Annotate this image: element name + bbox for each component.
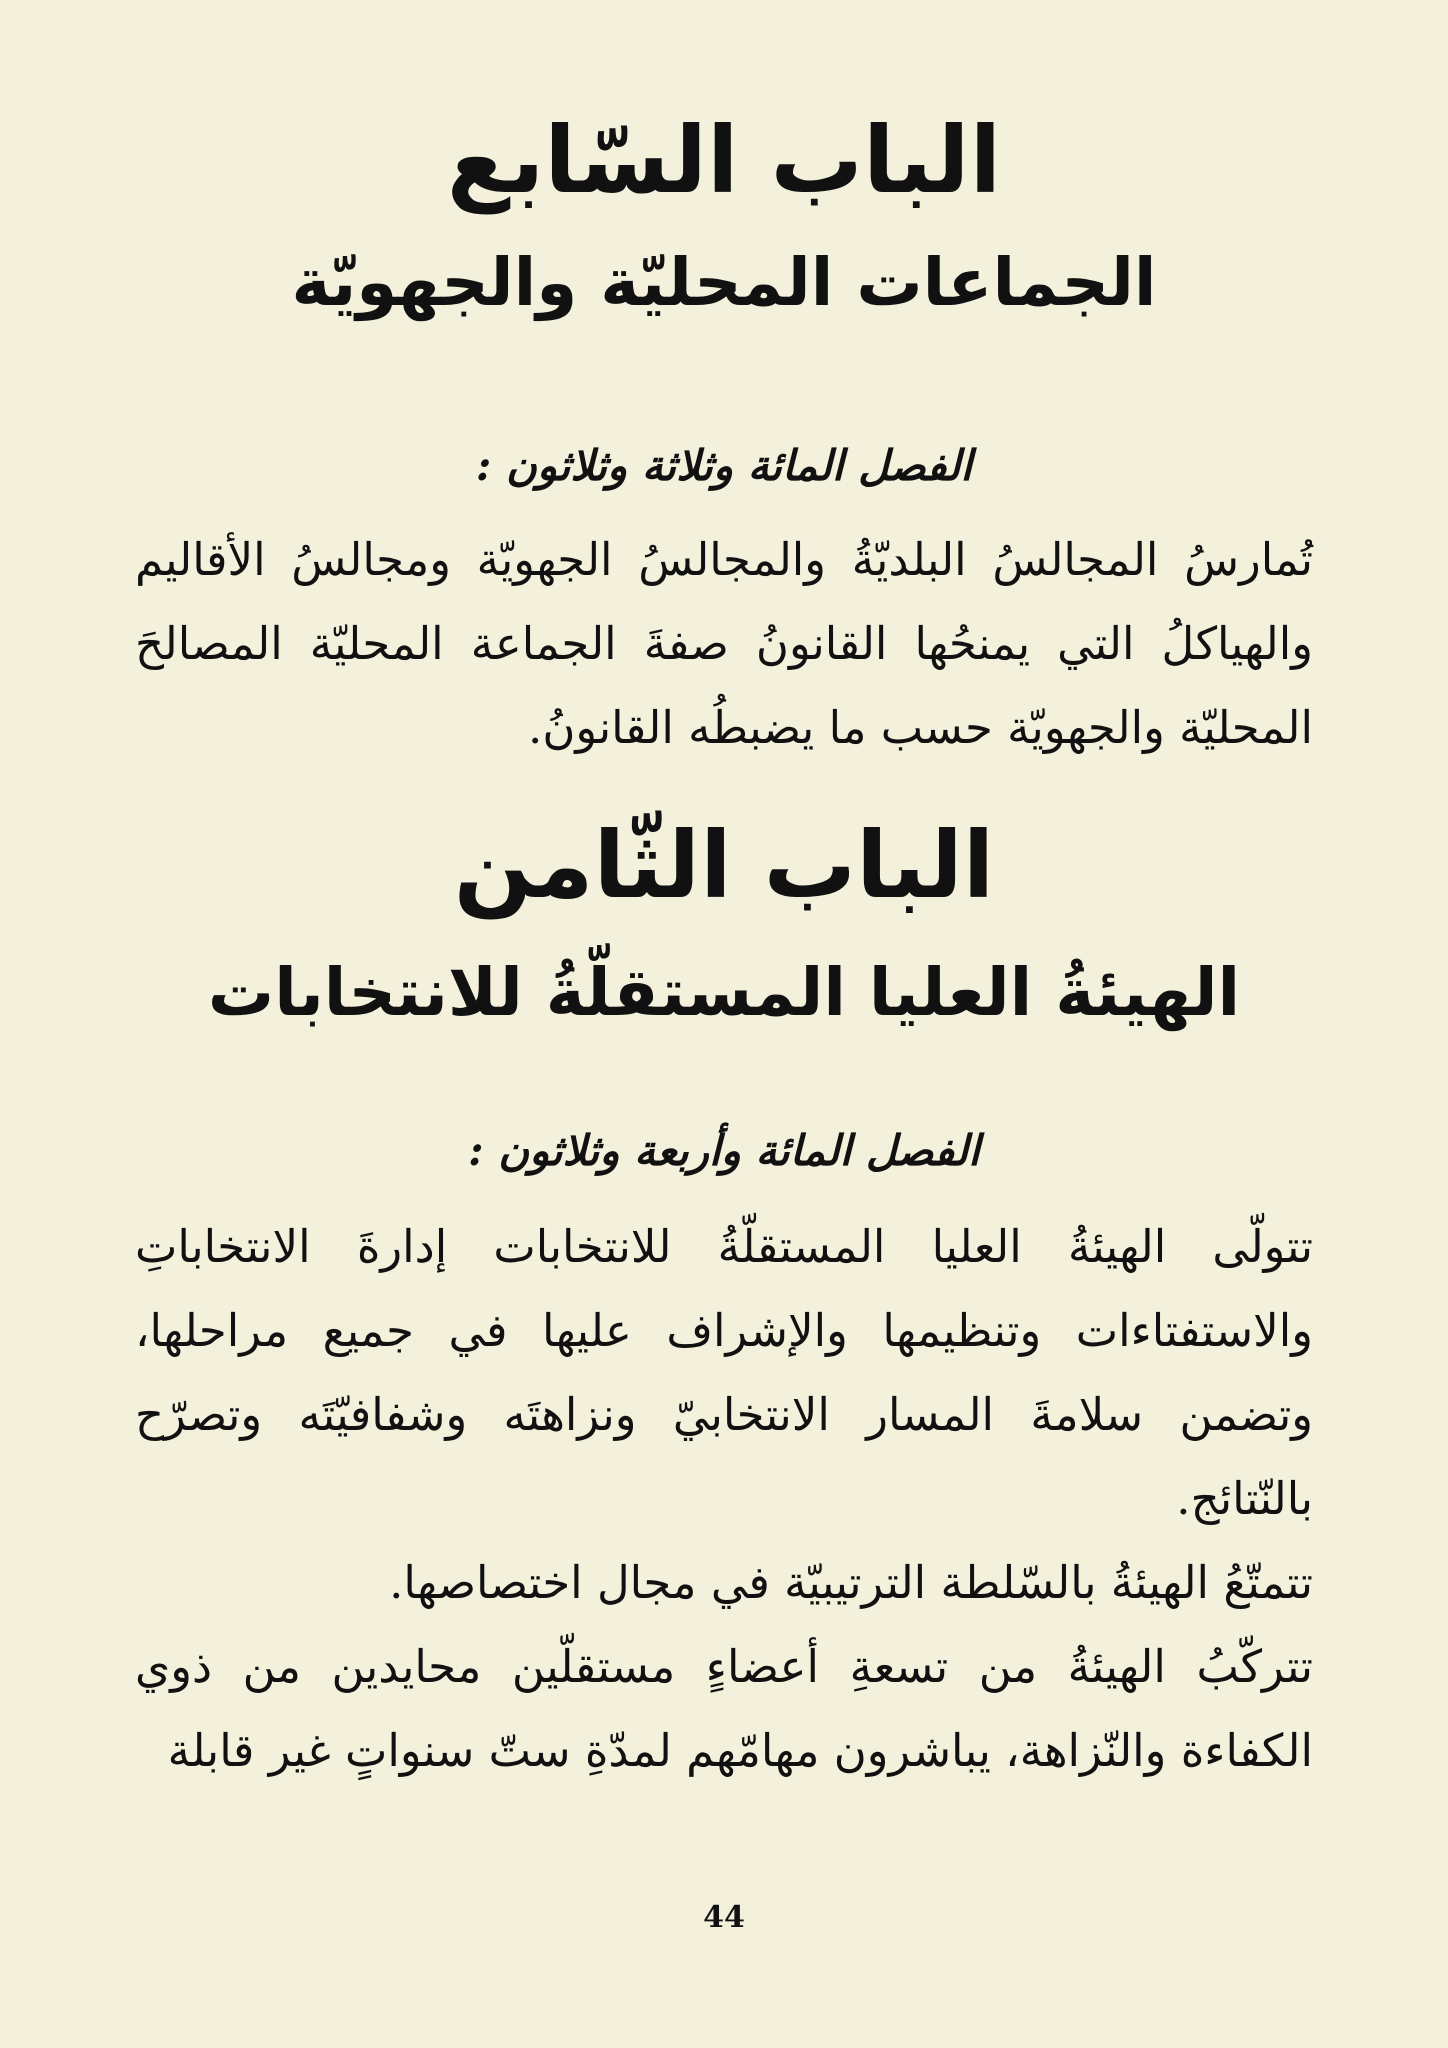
chapter-7-title: الباب السّابع: [446, 107, 1002, 214]
article-134-paragraph-1: تتولّى الهيئةُ العليا المستقلّةُ للانتخابات إدارةَ الانتخاباتِ والاستفتاءات وتنظيمها والإشراف عليها في جميع مراحلها، وتضمن سلامةَ المسار الانتخابيّ ونزاهتَه وشفافيّتَه وتصرّح بالنّتائج.: [135, 1220, 1313, 1525]
chapter-7-subtitle: الجماعات المحليّة والجهويّة: [291, 244, 1157, 321]
chapter-8-title: الباب الثّامن: [453, 812, 995, 919]
article-133-body: [135, 518, 1313, 770]
page-number: 44: [703, 1900, 745, 1935]
article-133-heading: الفصل المائة وثلاثة وثلاثون :: [475, 441, 973, 490]
article-133-paragraph: تُمارسُ المجالسُ البلديّةُ والمجالسُ الجهويّة ومجالسُ الأقاليم والهياكلُ التي يمنحُها القانونُ صفةَ الجماعة المحليّة المصالحَ المحليّة والجهويّة حسب ما يضبطُه القانونُ.: [135, 533, 1313, 754]
article-134-paragraph-3: تتركّبُ الهيئةُ من تسعةِ أعضاءٍ مستقلّين محايدين من ذوي الكفاءة والنّزاهة، يباشرون مهامّهم لمدّةِ ستّ سنواتٍ غير قابلة: [135, 1640, 1313, 1777]
chapter-8-subtitle: الهيئةُ العليا المستقلّةُ للانتخابات: [207, 954, 1241, 1031]
article-134-body: [135, 1205, 1313, 1793]
article-134-paragraph-2: تتمتّعُ الهيئةُ بالسّلطة الترتيبيّة في مجال اختصاصها.: [389, 1556, 1313, 1609]
article-134-heading: الفصل المائة وأربعة وثلاثون :: [468, 1126, 980, 1175]
